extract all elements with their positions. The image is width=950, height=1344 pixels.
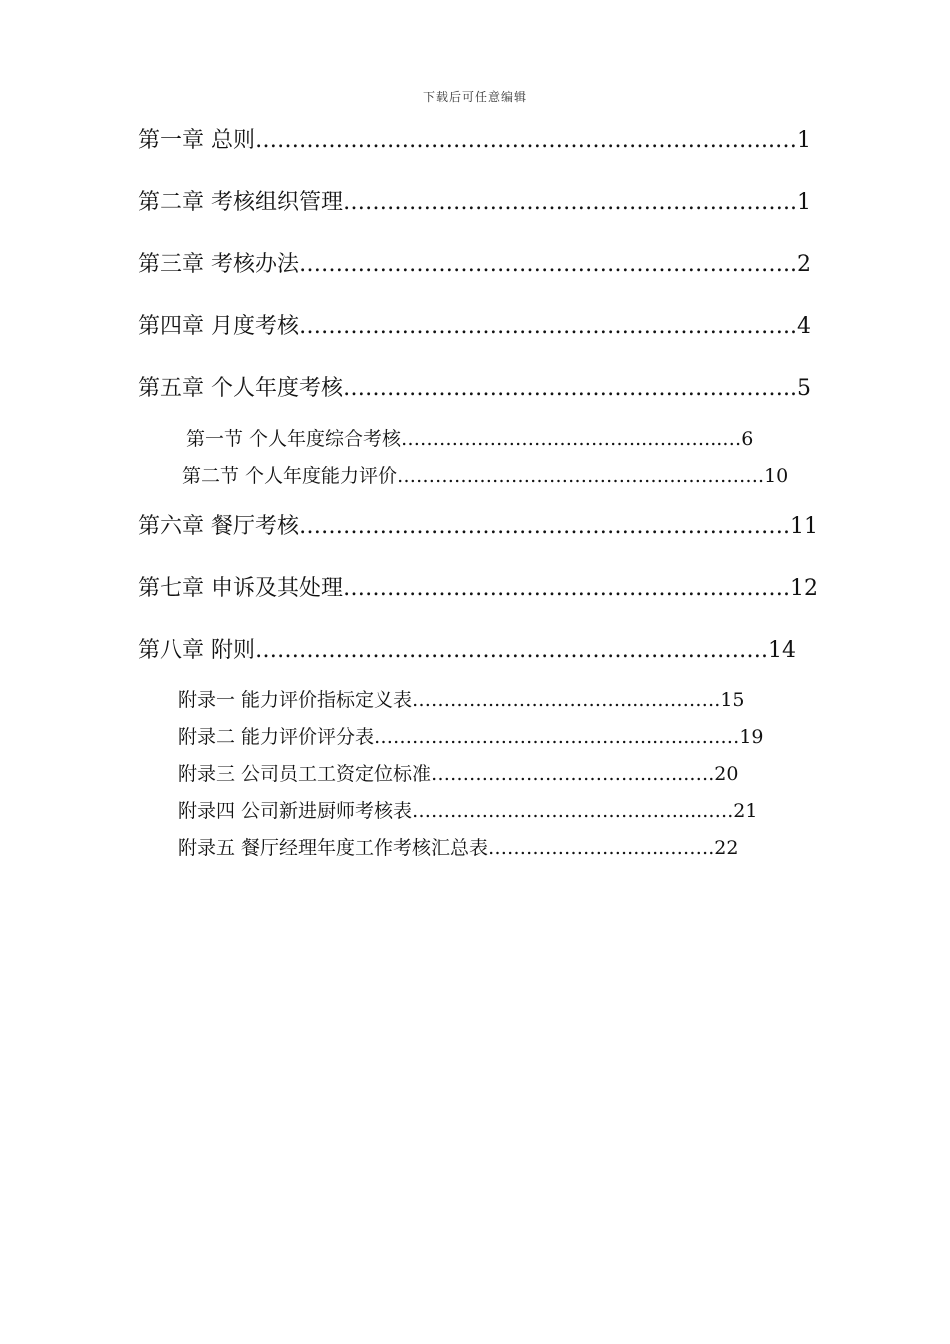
toc-entry-page: .10 (758, 465, 789, 487)
toc-entry-leader: …………………………………………………… (343, 190, 783, 215)
toc-entry-chapter-1[interactable] (138, 126, 820, 156)
toc-entry-title: 第七章 申诉及其处理 (138, 576, 343, 601)
toc-entry-leader: …………………………………… (374, 726, 641, 748)
toc-entry-title: 附录一 能力评价指标定义表 (178, 689, 413, 711)
toc-entry-leader: …………………………… (431, 763, 641, 785)
toc-entry-leader: …………………………………………………………… (255, 128, 761, 153)
toc-entry-leader: …………………………… (412, 800, 622, 822)
toc-entry-page: ..4 (783, 314, 811, 339)
toc-entry-section-2[interactable] (182, 463, 820, 489)
toc-entry-title: 第八章 附则 (138, 638, 255, 663)
toc-entry-title: 附录二 能力评价评分表 (178, 726, 375, 748)
toc-entry-leader: ………………… (488, 837, 622, 859)
toc-entry-page: ..1 (783, 190, 811, 215)
toc-entry-leader: ………………………………………………………… (299, 514, 783, 539)
toc-entry-appendix-5[interactable] (178, 835, 820, 861)
toc-entry-appendix-3[interactable] (178, 761, 820, 787)
toc-entry-page: ..…...….20 (640, 763, 739, 785)
toc-entry-leader: ………… (412, 689, 489, 711)
toc-entry-page: .11 (783, 514, 818, 539)
toc-entry-title: 第一章 总则 (138, 128, 255, 153)
toc-entry-page: ……….....….21 (621, 800, 758, 822)
toc-entry-page: ..5 (783, 376, 811, 401)
toc-entry-page: ...…...….…19 (640, 726, 764, 748)
toc-entry-title: 第二节 个人年度能力评价 (182, 465, 398, 487)
toc-entry-title: 第二章 考核组织管理 (138, 190, 343, 215)
toc-entry-title: 附录四 公司新进厨师考核表 (178, 800, 413, 822)
toc-entry-chapter-3[interactable] (138, 250, 820, 280)
toc-entry-page: ...………...…6 (629, 428, 754, 450)
toc-entry-title: 第一节 个人年度综合考核 (186, 428, 402, 450)
toc-entry-chapter-7[interactable] (138, 574, 820, 604)
toc-entry-appendix-4[interactable] (178, 798, 820, 824)
toc-entry-title: 附录三 公司员工工资定位标准 (178, 763, 432, 785)
toc-entry-leader: ……………………………… (401, 428, 630, 450)
header-note: 下载后可任意编辑 (422, 90, 527, 104)
toc-entry-page: ..2 (783, 252, 811, 277)
toc-entry-title: 第六章 餐厅考核 (138, 514, 299, 539)
toc-entry-title: 第三章 考核办法 (138, 252, 299, 277)
toc-entry-chapter-4[interactable] (138, 312, 820, 342)
toc-entry-chapter-6[interactable] (138, 512, 820, 542)
toc-entry-leader: …………………………………………………………… (255, 638, 761, 663)
toc-entry-title: 附录五 餐厅经理年度工作考核汇总表 (178, 837, 489, 859)
toc-entry-title: 第四章 月度考核 (138, 314, 299, 339)
toc-entry-chapter-2[interactable] (138, 188, 820, 218)
toc-entry-appendix-1[interactable] (178, 687, 820, 713)
toc-entry-page: ..…1 (761, 128, 811, 153)
toc-entry-page: .12 (783, 576, 818, 601)
toc-entry-title: 第五章 个人年度考核 (138, 376, 343, 401)
toc-entry-chapter-8[interactable] (138, 636, 820, 666)
toc-entry-page: ...………………...………….15 (488, 689, 745, 711)
toc-entry-leader: ………………………………………………………… (299, 314, 783, 339)
toc-entry-leader: ………………………………………………… (397, 465, 759, 487)
toc-entry-page: ..…...…….22 (621, 837, 739, 859)
toc-entry-leader: …………………………………………………… (343, 376, 783, 401)
toc-entry-chapter-5[interactable] (138, 374, 820, 404)
toc-entry-leader: ………………………………………………………… (299, 252, 783, 277)
toc-entry-section-1[interactable] (186, 426, 820, 452)
toc-entry-appendix-2[interactable] (178, 724, 820, 750)
toc-entry-leader: …………………………………………………… (343, 576, 783, 601)
toc-entry-page: .14 (761, 638, 796, 663)
